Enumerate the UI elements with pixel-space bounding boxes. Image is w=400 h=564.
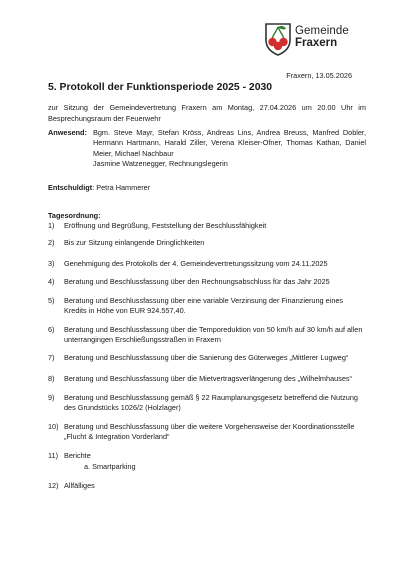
agenda-item-text: Beratung und Beschlussfassung über die Temporeduktion von 50 km/h auf 30 km/h auf allen unterrangingen Erschließungsstraßen in Fraxern <box>64 325 363 345</box>
agenda-item-text: Genehmigung des Protokolls der 4. Gemeindevertretungssitzung vom 24.11.2025 <box>64 259 328 268</box>
agenda-item-number: 3) <box>48 259 55 268</box>
municipality-logo <box>264 22 374 56</box>
agenda-item-text: Beratung und Beschlussfassung über den Rechnungsabschluss für das Jahr 2025 <box>64 277 330 286</box>
agenda-item-text: Beratung und Beschlussfassung über eine variable Verzinsung der Finanzierung eines Kredits in Höhe von EUR 924.557,40. <box>64 296 344 316</box>
excused-value: : Petra Hammerer <box>92 183 151 192</box>
agenda-item-text: Berichte <box>64 451 91 460</box>
attendance-names-main: Bgm. Steve Mayr, Stefan Kröss, Andreas Lins, Andrea Breuss, Manfred Dobler, Hermann Hartmann, Harald Ziller, Verena Kleiser-Ofner, Thomas Kathan, Daniel Meier, Michael Nachbaur <box>93 128 366 158</box>
document-title: 5. Protokoll der Funktionsperiode 2025 - 2030 <box>48 82 273 93</box>
agenda-item-number: 1) <box>48 221 55 230</box>
agenda-item-number: 12) <box>48 481 59 490</box>
agenda-subitem: a. Smartparking <box>84 462 136 471</box>
attendance-label: Anwesend: <box>48 128 87 137</box>
agenda-heading: Tagesordnung: <box>48 211 101 220</box>
agenda-item-number: 11) <box>48 451 59 460</box>
agenda-item-text: Bis zur Sitzung einlangende Dringlichkeiten <box>64 238 205 247</box>
excused-label: Entschuldigt <box>48 183 93 192</box>
document-date: Fraxern, 13.05.2026 <box>286 71 352 80</box>
excused-line <box>48 183 150 192</box>
logo-line-2: Fraxern <box>295 37 338 49</box>
logo-line-1: Gemeinde <box>295 25 349 37</box>
agenda-item-text: Beratung und Beschlussfassung über die Mietvertragsverlängerung des „Wilhelmhauses“ <box>64 374 352 383</box>
meeting-intro: zur Sitzung der Gemeindevertretung Fraxern am Montag, 27.04.2026 um 20.00 Uhr im Besprechungsraum der Feuerwehr <box>48 103 366 123</box>
agenda-item-number: 8) <box>48 374 55 383</box>
agenda-item-text: Eröffnung und Begrüßung, Feststellung der Beschlussfähigkeit <box>64 221 267 230</box>
attendance-names <box>93 128 366 169</box>
agenda-item-number: 4) <box>48 277 55 286</box>
agenda-item-number: 10) <box>48 422 59 431</box>
agenda-item-text: Beratung und Beschlussfassung gemäß § 22 Raumplanungsgesetz betreffend die Nutzung des Grundstücks 1026/2 (Holzlager) <box>64 393 358 413</box>
cherry-crest-icon <box>264 22 292 56</box>
agenda-item-number: 2) <box>48 238 55 247</box>
agenda-item-number: 5) <box>48 296 55 305</box>
agenda-item-number: 9) <box>48 393 55 402</box>
attendance-names-extra: Jasmine Watzenegger, Rechnungslegerin <box>93 158 228 168</box>
agenda-item-number: 7) <box>48 353 55 362</box>
agenda-item-text: Allfälliges <box>64 481 95 490</box>
logo-wordmark <box>295 25 349 49</box>
agenda-item-text: Beratung und Beschlussfassung über die weitere Vorgehensweise der Koordinationsstelle „Flucht & Integration Vorderland“ <box>64 422 355 442</box>
agenda-item-number: 6) <box>48 325 55 334</box>
agenda-item-text: Beratung und Beschlussfassung über die Sanierung des Güterweges „Mittlerer Lugweg“ <box>64 353 349 362</box>
